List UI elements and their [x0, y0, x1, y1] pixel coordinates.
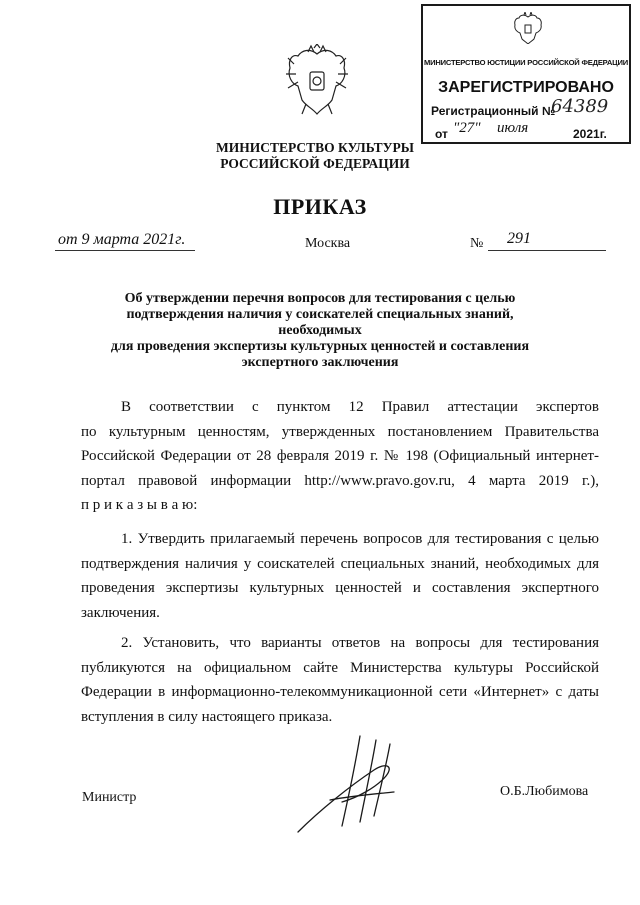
preamble-paragraph [81, 395, 599, 518]
minister-title: Министр [82, 790, 137, 805]
subject-line: экспертного заключения [241, 355, 399, 370]
preamble-line: по культурным ценностям, утвержденных постановлением Правительства [81, 423, 599, 440]
ministry-name-line1: МИНИСТЕРСТВО КУЛЬТУРЫ [215, 140, 415, 155]
stamp-ministry-name: МИНИСТЕРСТВО ЮСТИЦИИ РОССИЙСКОЙ ФЕДЕРАЦИИ [423, 58, 629, 67]
preamble-decree-word: п р и к а з ы в а ю: [81, 497, 198, 513]
stamp-date-year: 2021г. [573, 127, 607, 141]
item1-line: подтверждения наличия у соискателей специальных знаний, необходимых для [81, 555, 599, 572]
order-date-underline [55, 250, 195, 251]
order-date: от 9 марта 2021г. [58, 231, 186, 248]
ministry-name-line2: РОССИЙСКОЙ ФЕДЕРАЦИИ [220, 156, 410, 171]
order-subject [90, 291, 550, 371]
stamp-registration-number-label: Регистрационный № [431, 104, 556, 118]
preamble-line: Российской Федерации от 28 февраля 2019 г. № 198 (Официальный интернет- [81, 448, 599, 464]
item1-line: 1. Утвердить прилагаемый перечень вопросов для тестирования с целью [121, 531, 599, 547]
stamp-date-day: "27" [453, 120, 481, 136]
document-title: ПРИКАЗ [273, 194, 367, 219]
order-number: 291 [507, 230, 531, 247]
stamp-registered-label: ЗАРЕГИСТРИРОВАНО [438, 79, 614, 96]
preamble-line: портал правовой информации http://www.pravo.gov.ru, 4 марта 2019 г.), [81, 472, 599, 489]
order-city: Москва [305, 236, 351, 251]
item1-line: проведения экспертизы культурных ценностей и составления экспертного [81, 580, 599, 596]
stamp-date-month: июля [497, 120, 529, 136]
subject-line: для проведения экспертизы культурных ценностей и составления [110, 339, 530, 354]
stamp-registration-number: 64389 [551, 96, 609, 117]
subject-line: подтверждения наличия у соискателей специальных знаний, необходимых [126, 307, 514, 338]
stamp-date-prefix: от [435, 127, 448, 141]
handwritten-signature-icon [290, 730, 410, 840]
item1-line: заключения. [81, 604, 160, 621]
item2-line: 2. Установить, что варианты ответов на вопросы для тестирования [121, 635, 599, 651]
item2-line: Федерации в информационно-телекоммуникационной сети «Интернет» с даты [81, 684, 599, 700]
order-number-label: № [470, 236, 484, 251]
order-number-underline [488, 250, 606, 251]
order-item-2 [81, 631, 599, 729]
stamp-coat-of-arms-icon [513, 12, 543, 44]
preamble-line: В соответствии с пунктом 12 Правил аттестации экспертов [121, 399, 599, 415]
subject-line: Об утверждении перечня вопросов для тестирования с целью [124, 291, 516, 306]
registration-stamp [421, 4, 631, 144]
item2-line: вступления в силу настоящего приказа. [81, 708, 333, 725]
coat-of-arms-icon [284, 44, 350, 118]
minister-name: О.Б.Любимова [500, 784, 589, 799]
item2-line: публикуются на официальном сайте Министерства культуры Российской [81, 659, 599, 676]
order-item-1 [81, 527, 599, 625]
